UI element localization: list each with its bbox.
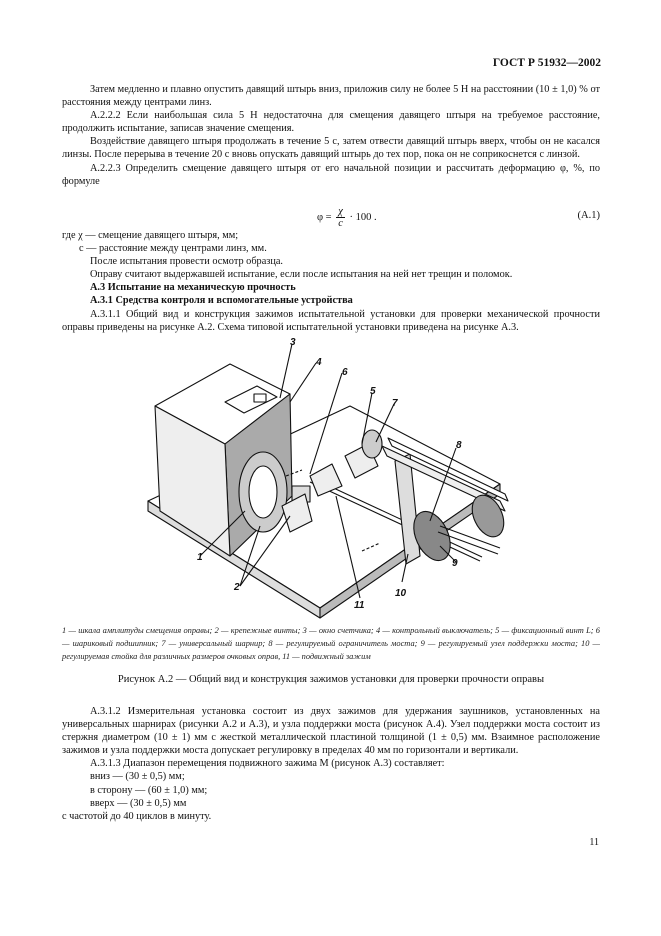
paragraph: Воздействие давящего штыря продолжать в течение 5 с, затем отвести давящий штырь вверх, чтобы он не касался линзы. После перерыва в течение 20 с вновь опускать давящий штырь до тех пор, пока он не соприкоснется с линзой. [62,136,600,161]
formula-fraction [336,206,345,229]
figure-label: 11 [354,600,365,611]
figure-label: 3 [290,337,296,348]
figure-test-rig [140,336,520,626]
paragraph: Затем медленно и плавно опустить давящий штырь вниз, приложив силу не более 5 Н на расстоянии (10 ± 1,0) % от расстояния между центрами линз. [62,84,600,109]
figure-label: 4 [316,357,322,368]
figure-title: Рисунок А.2 — Общий вид и конструкция зажимов установки для проверки прочности оправы [117,674,545,685]
formula-a1 [62,203,600,229]
text-block-2 [62,229,600,334]
definition-c: c — расстояние между центрами линз, мм. [79,243,267,255]
paragraph: А.3.1.2 Измерительная установка состоит из двух зажимов для удержания заушников, установленных на универсальных шарнирах (рисунки А.2 и А.3), и узла поддержки моста (рисунок А.4). Узел поддержки моста состоит из стержня диаметром (10 ± 1) мм с жесткой металлической пластиной толщиной (1 ± 0,5) мм. Взаимное расположение зажимов и узла поддержки моста допускает регулировку в пределах 40 мм по горизонтали и вертикали. [62,706,600,757]
formula-numerator: χ [338,206,343,217]
formula-denominator: c [338,218,343,229]
list-item: в сторону — (60 ± 1,0) мм; [90,784,208,796]
paragraph: А.2.2.3 Определить смещение давящего штыря от его начальной позиции и рассчитать деформацию φ, %, по формуле [62,162,600,187]
paragraph: А.3.1.1 Общий вид и конструкция зажимов испытательной установки для проверки механической прочности оправы приведены на рисунке А.2. Схема типовой испытательной установки приведена на рисунке А.3. [62,308,600,333]
figure-label: 6 [342,367,348,378]
list-item: вниз — (30 ± 0,5) мм; [90,771,185,783]
paragraph: После испытания провести осмотр образца. [90,256,284,268]
figure-label: 2 [234,582,240,593]
page-number: 11 [589,837,599,848]
paragraph: А.2.2.2 Если наибольшая сила 5 Н недостаточна для смещения давящего штыря на требуемое расстояние, продолжить испытание, записав значение смещения. [62,110,600,135]
paragraph: с частотой до 40 циклов в минуту. [62,810,212,822]
figure-label: 8 [456,440,462,451]
definition-chi: где χ — смещение давящего штыря, мм; [62,230,239,241]
figure-label: 9 [452,558,458,569]
list-item: вверх — (30 ± 0,5) мм [90,797,187,809]
paragraph: Оправу считают выдержавшей испытание, если после испытания на ней нет трещин и поломок. [90,269,513,281]
formula-expression [317,206,377,229]
figure-label: 5 [370,386,376,397]
formula-lhs: φ = [317,211,332,223]
figure-label: 7 [392,398,398,409]
standard-header: ГОСТ Р 51932—2002 [492,57,601,69]
text-block-3 [62,705,600,823]
subsection-heading: А.3.1 Средства контроля и вспомогательные устройства [90,295,353,307]
figure-legend: 1 — шкала амплитуды смещения оправы; 2 — крепежные винты; 3 — окно счетчика; 4 — контрольный выключатель; 5 — фиксационный винт L; 6 — шариковый подшипник; 7 — универсальный шарнир; 8 — регулируемый ограничитель моста; 9 — регулируемый узел поддержки моста; 10 — регулируемая стойка для различных размеров очковых оправ, 11 — подвижный зажим [62,626,600,661]
formula-rhs: · 100 . [349,211,377,223]
section-heading: А.3 Испытание на механическую прочность [90,282,296,294]
figure-label: 10 [395,588,407,599]
formula-number: (А.1) [577,210,600,221]
text-block-1 [62,83,600,188]
figure-label: 1 [197,552,203,563]
paragraph: А.3.1.3 Диапазон перемещения подвижного зажима M (рисунок А.3) составляет: [90,758,445,770]
